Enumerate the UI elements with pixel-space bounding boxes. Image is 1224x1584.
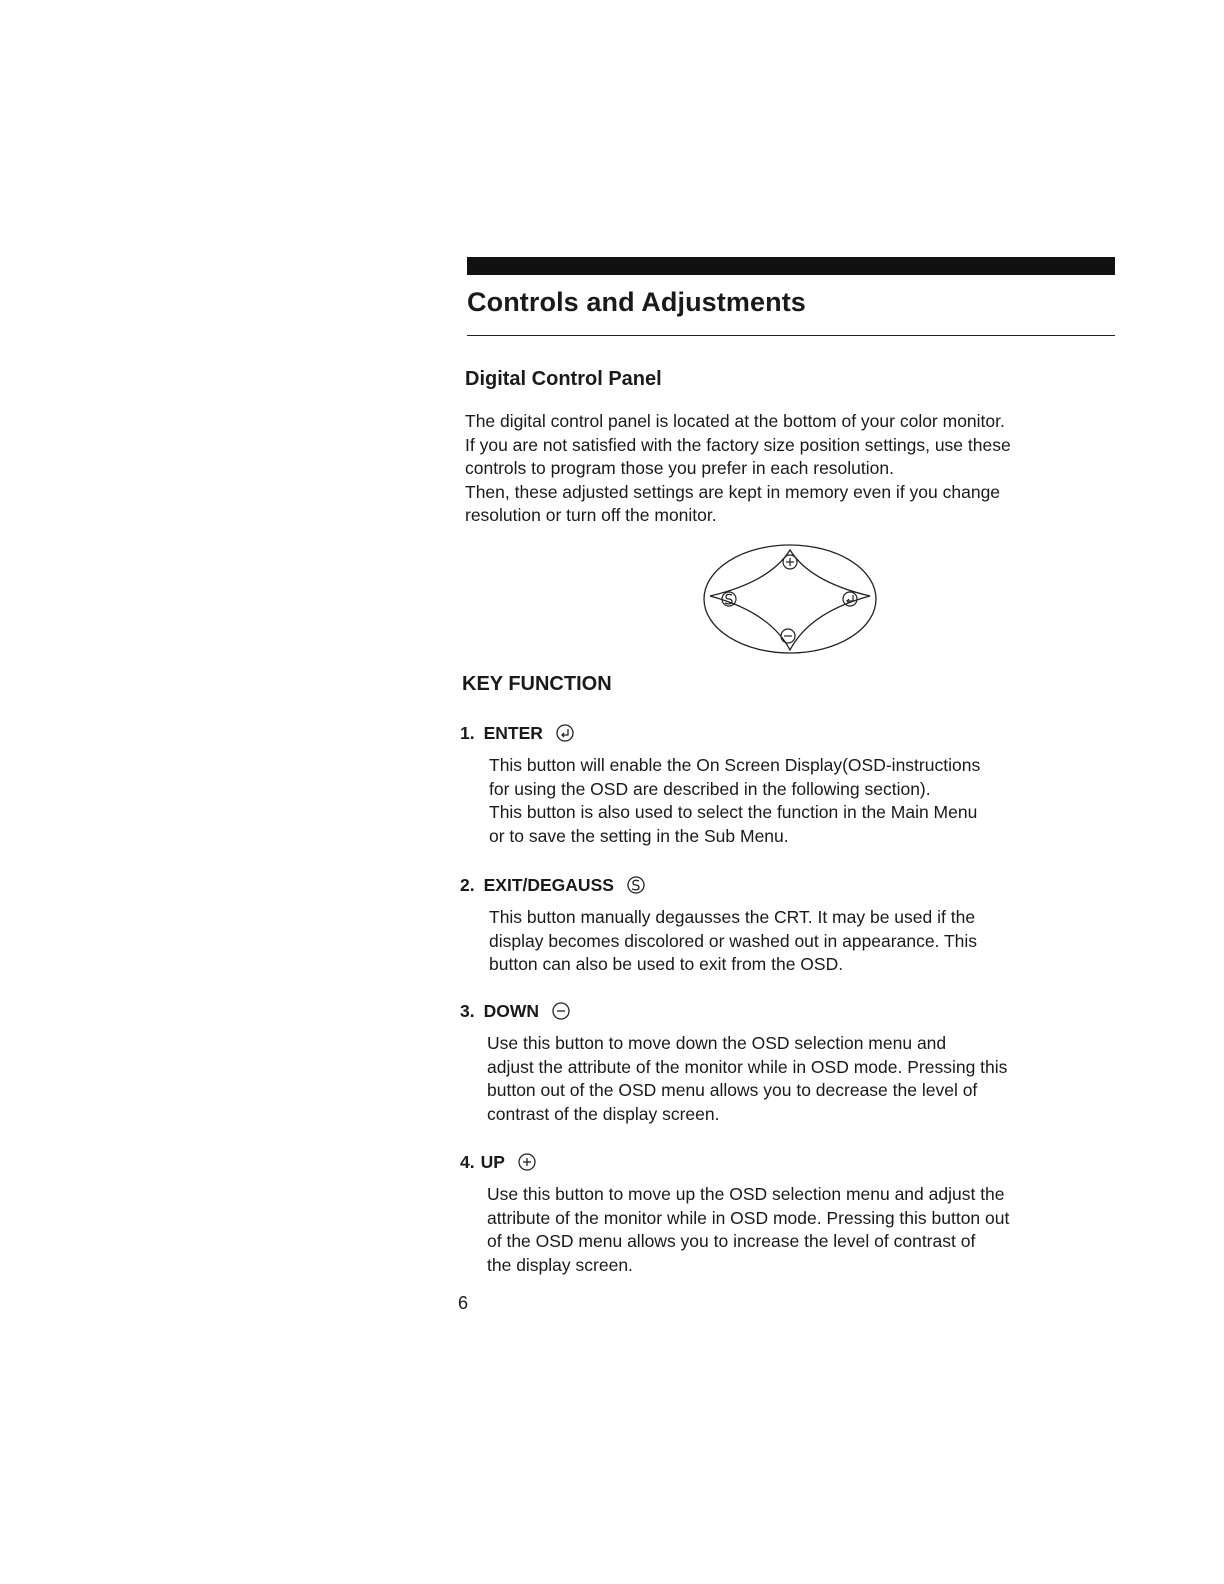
item-description-line: display becomes discolored or washed out in appearance. This	[489, 930, 978, 951]
key-function-item-enter	[460, 720, 1100, 848]
item-number: 3.	[460, 1000, 475, 1021]
item-label: EXIT/DEGAUSS	[483, 874, 614, 895]
item-number: 2.	[460, 874, 475, 895]
item-description	[489, 906, 1100, 977]
degauss-button-icon	[722, 592, 736, 606]
item-description-line: Use this button to move down the OSD selection menu and	[487, 1033, 947, 1053]
item-description-line: adjust the attribute of the monitor while in OSD mode. Pressing this	[487, 1056, 1008, 1077]
item-number: 1.	[460, 722, 475, 743]
control-panel-diagram	[700, 542, 880, 656]
item-description	[487, 1183, 1100, 1277]
minus-button-icon	[551, 1001, 571, 1021]
key-function-item-down	[460, 998, 1100, 1126]
intro-paragraph	[465, 410, 1125, 528]
key-function-item-exit-degauss	[460, 872, 1100, 977]
item-description-line: of the OSD menu allows you to increase the level of contrast of	[487, 1231, 976, 1251]
section-heading-digital-control-panel: Digital Control Panel	[465, 368, 662, 390]
item-description-line: This button is also used to select the function in the Main Menu	[489, 802, 978, 822]
item-description-line: attribute of the monitor while in OSD mode. Pressing this button out	[487, 1207, 1010, 1228]
degauss-button-icon	[626, 875, 646, 895]
page-number: 6	[458, 1293, 469, 1313]
item-description-line: for using the OSD are described in the following section).	[489, 778, 931, 799]
item-description-line: This button manually degausses the CRT. It may be used if the	[489, 907, 976, 927]
item-description-line: or to save the setting in the Sub Menu.	[489, 825, 789, 846]
header-bar	[467, 257, 1115, 275]
item-description-line: Use this button to move up the OSD selection menu and adjust the	[487, 1184, 1005, 1204]
item-description-line: contrast of the display screen.	[487, 1103, 720, 1124]
item-description-line: button can also be used to exit from the OSD.	[489, 954, 844, 974]
page-title: Controls and Adjustments	[467, 287, 806, 317]
item-description-line: button out of the OSD menu allows you to decrease the level of	[487, 1080, 978, 1100]
item-number: 4.	[460, 1151, 475, 1172]
item-description-line: This button will enable the On Screen Display(OSD-instructions	[489, 755, 981, 775]
item-label: DOWN	[483, 1000, 540, 1021]
intro-line: controls to program those you prefer in each resolution.	[465, 458, 894, 478]
key-function-item-up	[460, 1149, 1100, 1277]
item-label: ENTER	[483, 722, 543, 743]
plus-button-icon	[783, 555, 797, 569]
item-description	[489, 754, 1100, 848]
enter-button-icon	[843, 592, 857, 606]
intro-line: resolution or turn off the monitor.	[465, 505, 717, 525]
item-description	[487, 1032, 1100, 1126]
plus-button-icon	[517, 1152, 537, 1172]
intro-line: The digital control panel is located at the bottom of your color monitor.	[465, 411, 1005, 431]
minus-button-icon	[781, 629, 795, 643]
intro-line: If you are not satisfied with the factory size position settings, use these	[465, 434, 1011, 455]
item-label: UP	[480, 1151, 505, 1172]
enter-button-icon	[555, 723, 575, 743]
intro-line: Then, these adjusted settings are kept in memory even if you change	[465, 481, 1001, 502]
section-heading-key-function: KEY FUNCTION	[462, 673, 612, 695]
title-divider	[467, 335, 1115, 336]
item-description-line: the display screen.	[487, 1254, 633, 1275]
